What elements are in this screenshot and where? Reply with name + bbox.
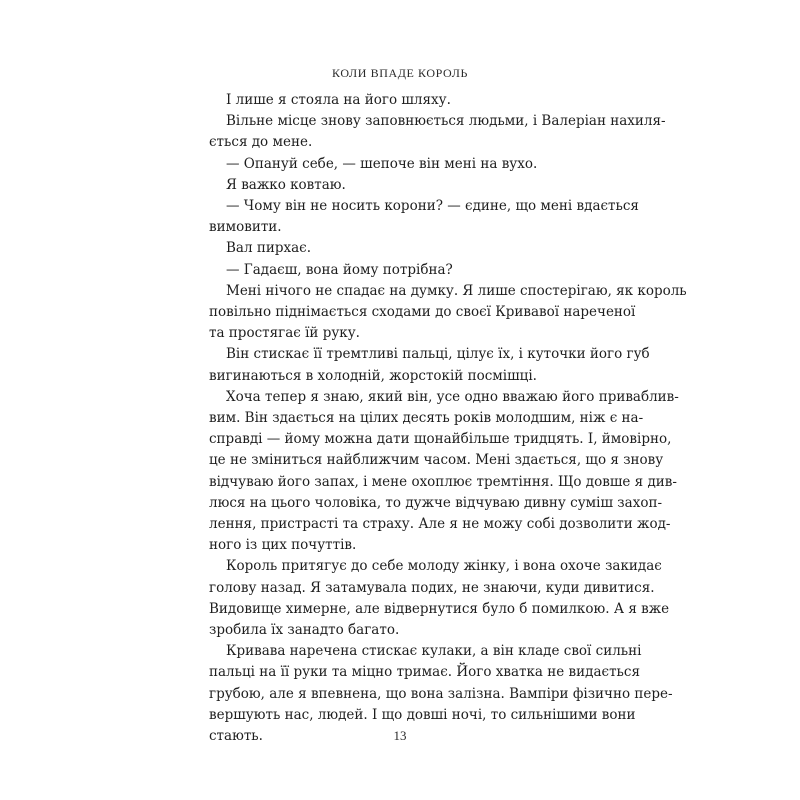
- text-line: Вал пирхає.: [226, 240, 311, 257]
- text-line: грубою, але я впевнена, що вона залізна. Вампіри фізично пере-: [209, 685, 673, 702]
- text-line: Хоча тепер я знаю, який він, усе одно вважаю його приваблив-: [226, 388, 679, 405]
- text-line: пальці на її руки та міцно тримає. Його хватка не видається: [209, 664, 640, 681]
- running-head: КОЛИ ВПАДЕ КОРОЛЬ: [332, 66, 468, 80]
- text-line: справді — йому можна дати щонайбільше тридцять. І, ймовірно,: [209, 431, 672, 448]
- text-line: відчуваю його запах, і мене охоплює тремтіння. Що довше я див-: [209, 473, 677, 490]
- text-line: та простягає їй руку.: [209, 325, 360, 342]
- text-line: стають.: [209, 728, 263, 745]
- text-line: це не зміниться найближчим часом. Мені здається, що я знову: [209, 452, 664, 469]
- text-line: — Опануй себе, — шепоче він мені на вухо.: [226, 155, 538, 172]
- page-number: 13: [393, 728, 407, 743]
- text-line: Мені нічого не спадає на думку. Я лише спостерігаю, як король: [226, 282, 687, 299]
- text-line: Король притягує до себе молоду жінку, і вона охоче закидає: [226, 558, 662, 575]
- text-line: голову назад. Я затамувала подих, не знаючи, куди дивитися.: [209, 579, 655, 596]
- text-line: ного із цих почуттів.: [209, 537, 357, 554]
- text-line: повільно піднімається сходами до своєї Кривавої нареченої: [209, 304, 636, 321]
- text-line: вим. Він здається на цілих десять років молодшим, ніж є на-: [209, 410, 644, 427]
- text-line: вигинаються в холодній, жорстокій посмішці.: [209, 367, 537, 384]
- text-line: зробила їх занадто багато.: [209, 622, 400, 639]
- text-line: Кривава наречена стискає кулаки, а він кладе свої сильні: [226, 643, 642, 660]
- text-line: ється до мене.: [209, 134, 313, 151]
- text-line: Видовище химерне, але відвернутися було б помилкою. А я вже: [209, 600, 670, 617]
- body-text: [209, 90, 687, 747]
- text-line: люся на цього чоловіка, то дужче відчуваю дивну суміш захоп-: [209, 494, 663, 511]
- text-line: Він стискає її тремтливі пальці, цілує їх, і куточки його губ: [226, 346, 650, 363]
- text-line: лення, пристрасті та страху. Але я не можу собі дозволити жод-: [209, 516, 671, 533]
- text-line: вимовити.: [209, 219, 282, 236]
- text-line: І лише я стояла на його шляху.: [226, 92, 451, 108]
- text-line: — Чому він не носить корони? — єдине, що мені вдається: [226, 198, 639, 215]
- text-line: — Гадаєш, вона йому потрібна?: [226, 261, 453, 278]
- text-line: Я важко ковтаю.: [226, 176, 346, 193]
- text-line: вершують нас, людей. І що довші ночі, то сильнішими вони: [209, 706, 636, 723]
- text-line: Вільне місце знову заповнюється людьми, і Валеріан нахиля-: [226, 113, 666, 130]
